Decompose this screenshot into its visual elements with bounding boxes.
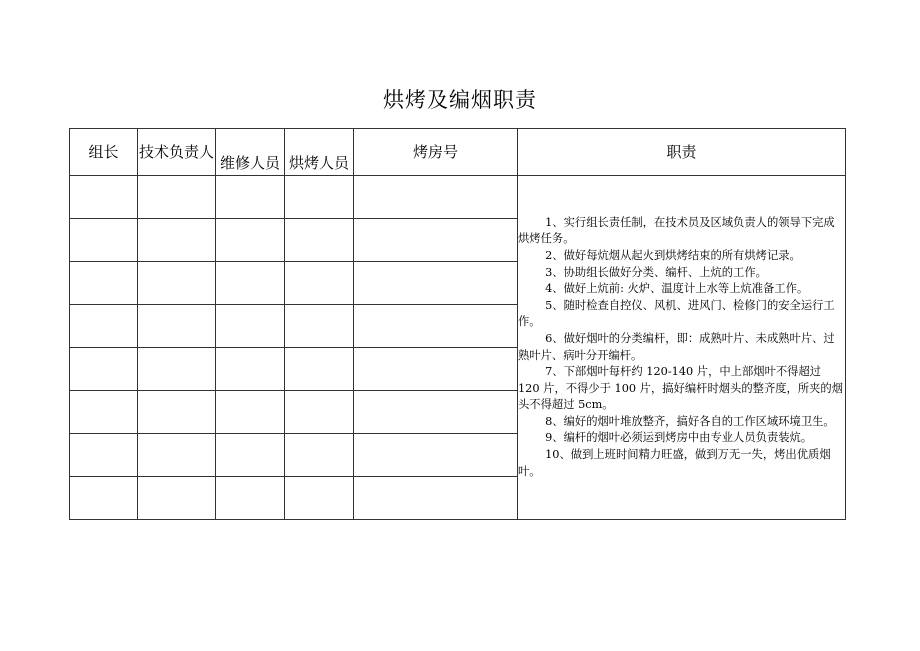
maintenance-cell[interactable] (216, 348, 285, 391)
document-title: 烘烤及编烟职责 (383, 88, 537, 112)
maintenance-cell[interactable] (216, 176, 285, 219)
leader-cell[interactable] (70, 262, 138, 305)
curing-staff-cell[interactable] (285, 477, 354, 520)
tech-lead-cell[interactable] (138, 477, 216, 520)
header-barn-no: 烤房号 (354, 129, 518, 176)
curing-staff-cell[interactable] (285, 262, 354, 305)
leader-cell[interactable] (70, 305, 138, 348)
duty-table (69, 128, 846, 520)
duty-item: 6、做好烟叶的分类编杆，即：成熟叶片、未成熟叶片、过熟叶片、病叶分开编杆。 (518, 331, 835, 362)
barn-no-cell[interactable] (354, 391, 518, 434)
tech-lead-cell[interactable] (138, 391, 216, 434)
tech-lead-cell[interactable] (138, 176, 216, 219)
maintenance-cell[interactable] (216, 391, 285, 434)
leader-cell[interactable] (70, 477, 138, 520)
tech-lead-cell[interactable] (138, 434, 216, 477)
tech-lead-cell[interactable] (138, 262, 216, 305)
leader-cell[interactable] (70, 176, 138, 219)
header-row (70, 129, 846, 176)
barn-no-cell[interactable] (354, 262, 518, 305)
curing-staff-cell[interactable] (285, 219, 354, 262)
barn-no-cell[interactable] (354, 434, 518, 477)
header-leader: 组长 (70, 129, 138, 176)
duty-item: 8、编好的烟叶堆放整齐，搞好各自的工作区域环境卫生。 (545, 414, 835, 428)
curing-staff-cell[interactable] (285, 305, 354, 348)
duty-item: 5、随时检查自控仪、风机、进风门、检修门的安全运行工作。 (518, 298, 835, 329)
curing-staff-cell[interactable] (285, 434, 354, 477)
tech-lead-cell[interactable] (138, 219, 216, 262)
tech-lead-cell[interactable] (138, 305, 216, 348)
leader-cell[interactable] (70, 219, 138, 262)
curing-staff-cell[interactable] (285, 348, 354, 391)
barn-no-cell[interactable] (354, 176, 518, 219)
header-tech-lead: 技术负责人 (138, 129, 216, 176)
maintenance-cell[interactable] (216, 219, 285, 262)
duty-item: 7、下部烟叶每杆约 120-140 片，中上部烟叶不得超过 120 片，不得少于 100 片，搞好编杆时烟头的整齐度，所夹的烟头不得超过 5cm。 (518, 365, 844, 412)
barn-no-cell[interactable] (354, 348, 518, 391)
duties-cell (518, 176, 846, 520)
duty-item: 10、做到上班时间精力旺盛，做到万无一失，烤出优质烟叶。 (518, 448, 831, 478)
barn-no-cell[interactable] (354, 477, 518, 520)
leader-cell[interactable] (70, 434, 138, 477)
maintenance-cell[interactable] (216, 262, 285, 305)
header-curing-staff: 烘烤人员 (285, 129, 354, 176)
duty-item: 2、做好每炕烟从起火到烘烤结束的所有烘烤记录。 (545, 248, 801, 262)
leader-cell[interactable] (70, 348, 138, 391)
duty-item: 9、编杆的烟叶必须运到烤房中由专业人员负责装炕。 (545, 431, 813, 445)
maintenance-cell[interactable] (216, 305, 285, 348)
curing-staff-cell[interactable] (285, 176, 354, 219)
table-row (70, 176, 846, 219)
curing-staff-cell[interactable] (285, 391, 354, 434)
barn-no-cell[interactable] (354, 219, 518, 262)
header-duties: 职责 (518, 129, 846, 176)
duty-item: 1、实行组长责任制，在技术员及区域负责人的领导下完成烘烤任务。 (518, 215, 835, 246)
leader-cell[interactable] (70, 391, 138, 434)
barn-no-cell[interactable] (354, 305, 518, 348)
maintenance-cell[interactable] (216, 434, 285, 477)
duty-item: 4、做好上炕前: 火炉、温度计上水等上炕准备工作。 (545, 282, 809, 296)
header-maintenance: 维修人员 (216, 129, 285, 176)
tech-lead-cell[interactable] (138, 348, 216, 391)
duty-item: 3、协助组长做好分类、编杆、上炕的工作。 (545, 265, 767, 279)
maintenance-cell[interactable] (216, 477, 285, 520)
